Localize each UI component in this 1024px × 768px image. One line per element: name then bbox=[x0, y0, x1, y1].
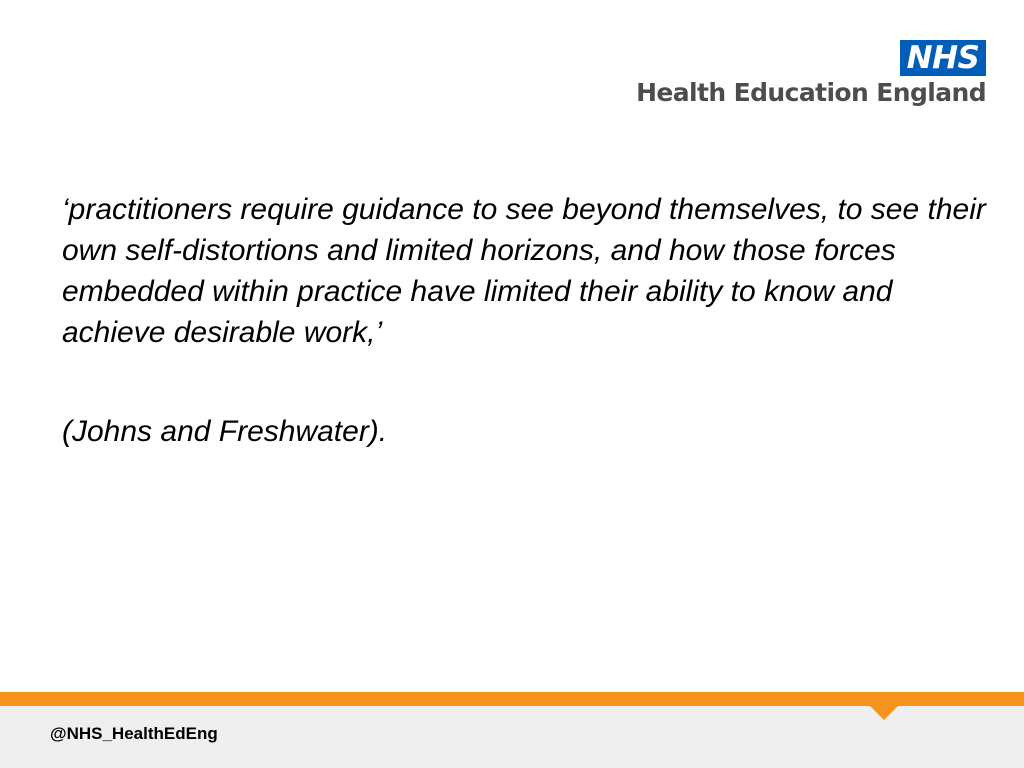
quote-citation: (Johns and Freshwater). bbox=[62, 415, 388, 448]
nhs-hee-logo bbox=[636, 40, 986, 112]
organisation-name: Health Education England bbox=[636, 78, 986, 107]
quote-text: ‘practitioners require guidance to see beyond themselves, to see their own self-distortions and limited horizons, and how those forces embedded within practice have limited their ability to know and achieve desirable work,’ bbox=[62, 193, 986, 349]
twitter-handle: @NHS_HealthEdEng bbox=[50, 724, 218, 743]
nhs-badge: NHS bbox=[900, 40, 986, 76]
footer-accent-bar bbox=[0, 692, 1024, 706]
footer-notch-shape bbox=[870, 706, 898, 720]
